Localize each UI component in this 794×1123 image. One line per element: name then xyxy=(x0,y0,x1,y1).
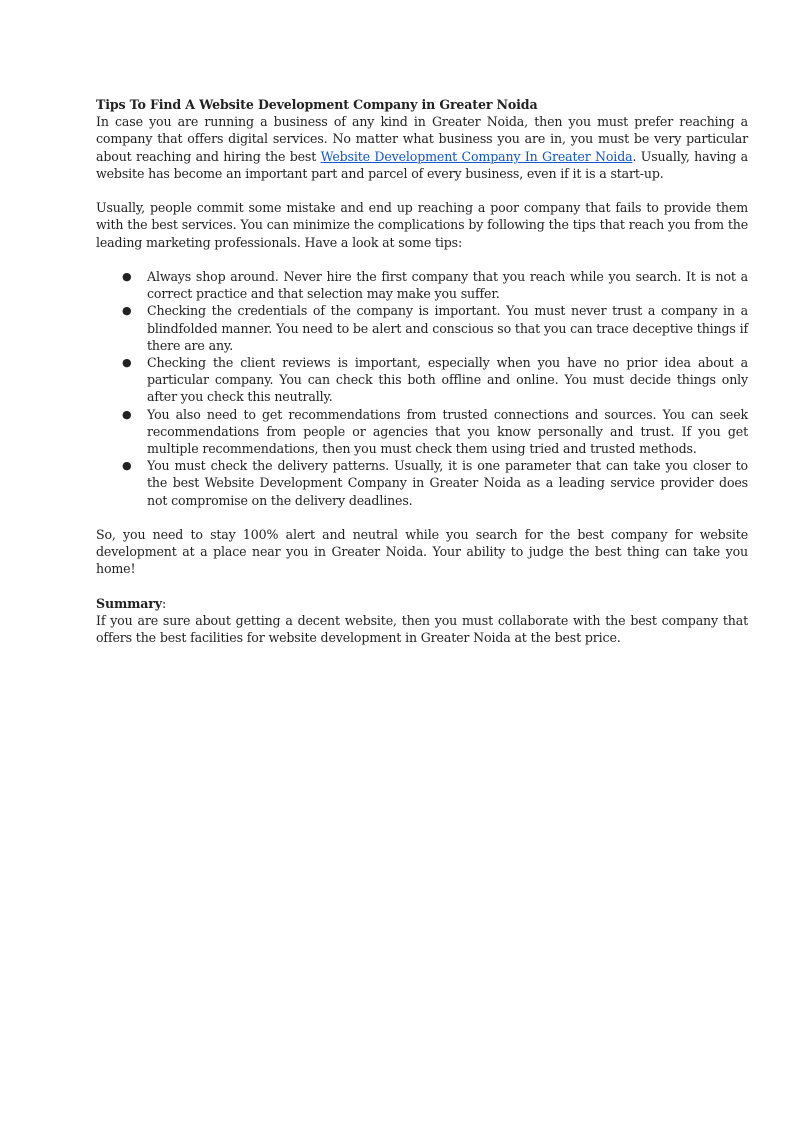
list-item xyxy=(96,457,748,509)
bullet-icon: ● xyxy=(122,459,132,473)
paragraph-spacer xyxy=(96,578,748,595)
summary-paragraph: If you are sure about getting a decent website, then you must collaborate with the best company that offers the best facilities for website development in Greater Noida at the best price. xyxy=(96,613,748,646)
list-item xyxy=(96,354,748,406)
list-item xyxy=(96,406,748,458)
paragraph-spacer xyxy=(96,182,748,199)
list-item xyxy=(96,302,748,354)
conclusion-paragraph: So, you need to stay 100% alert and neutral while you search for the best company for website development at a place near you in Greater Noida. Your ability to judge the best thing can take you home! xyxy=(96,527,748,577)
intro-text-before-link: In case you are running a business of any kind in Greater Noida, then you must prefer reaching a company that offers digital services. No matter what business you are in, you must be very particular about reaching and hiring the best xyxy=(96,114,748,164)
summary-heading xyxy=(96,595,748,612)
paragraph-spacer xyxy=(96,509,748,526)
bullet-icon: ● xyxy=(122,356,132,370)
list-item-text: You must check the delivery patterns. Usually, it is one parameter that can take you closer to the best Website Development Company in Greater Noida as a leading service provider does not compromise on the delivery deadlines. xyxy=(147,458,748,508)
list-item-text: Checking the credentials of the company is important. You must never trust a company in a blindfolded manner. You need to be alert and conscious so that you can trace deceptive things if there are any. xyxy=(147,303,748,353)
list-item-text: Always shop around. Never hire the first company that you reach while you search. It is not a correct practice and that selection may make you suffer. xyxy=(147,269,748,302)
tips-intro-paragraph: Usually, people commit some mistake and end up reaching a poor company that fails to provide them with the best services. You can minimize the complications by following the tips that reach you from the leading marketing professionals. Have a look at some tips: xyxy=(96,200,748,250)
list-item-text: Checking the client reviews is important, especially when you have no prior idea about a particular company. You can check this both offline and online. You must decide things only after you check this neutrally. xyxy=(147,355,748,405)
website-development-link[interactable]: Website Development Company In Greater Noida xyxy=(320,148,633,164)
bullet-icon: ● xyxy=(122,270,132,283)
bullet-icon: ● xyxy=(122,304,132,318)
paragraph-spacer xyxy=(96,251,748,268)
tips-list xyxy=(96,268,748,509)
list-item xyxy=(96,268,748,302)
intro-text-after-link: . Usually, having a website has become an important part and parcel of every business, even if it is a start-up. xyxy=(96,148,748,181)
summary-label: Summary xyxy=(96,595,162,611)
bullet-icon: ● xyxy=(122,407,132,421)
intro-paragraph xyxy=(96,113,748,182)
summary-colon: : xyxy=(161,595,167,611)
list-item-text: You also need to get recommendations from trusted connections and sources. You can seek recommendations from people or agencies that you know personally and trust. If you get multiple recommendations, then you must check them using tried and trusted methods. xyxy=(147,406,748,457)
document-page xyxy=(96,96,748,646)
document-title: Tips To Find A Website Development Company in Greater Noida xyxy=(96,97,538,112)
